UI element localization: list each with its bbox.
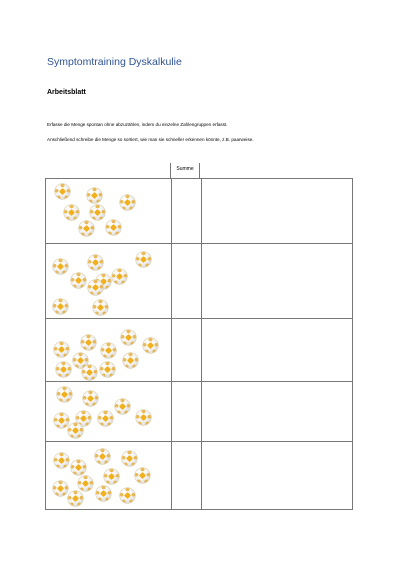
soccer-ball-icon (100, 362, 115, 377)
soccer-ball-icon (93, 300, 108, 315)
worksheet-subtitle: Arbeitsblatt (47, 89, 86, 96)
soccer-ball-icon (143, 338, 158, 353)
soccer-ball-icon (136, 410, 151, 425)
sum-cell[interactable] (171, 381, 201, 441)
table-header-row (45, 163, 353, 178)
soccer-ball-icon (90, 205, 105, 220)
table-grid (45, 178, 353, 510)
soccer-ball-icon (106, 220, 121, 235)
sum-cell[interactable] (171, 243, 201, 318)
answer-cell[interactable] (201, 318, 354, 381)
soccer-ball-icon (115, 399, 130, 414)
soccer-ball-icon (64, 205, 79, 220)
soccer-ball-icon (88, 255, 103, 270)
soccer-ball-icon (54, 413, 69, 428)
soccer-ball-icon (96, 486, 111, 501)
sum-cell[interactable] (171, 441, 201, 510)
soccer-ball-icon (120, 488, 135, 503)
soccer-ball-icon (101, 343, 116, 358)
soccer-ball-icon (88, 280, 103, 295)
soccer-ball-icon (98, 411, 113, 426)
soccer-ball-icon (56, 362, 71, 377)
soccer-ball-icon (135, 468, 150, 483)
sum-cell[interactable] (171, 318, 201, 381)
soccer-ball-icon (104, 469, 119, 484)
soccer-ball-icon (54, 342, 69, 357)
soccer-ball-icon (123, 353, 138, 368)
soccer-ball-icon (120, 195, 135, 210)
soccer-ball-icon (54, 453, 69, 468)
instruction-text-2: Anschließend schreibe die Menge so sortiert, wie man sie schneller erkennen könnte, z.B. paarweise. (47, 137, 254, 142)
soccer-ball-icon (57, 387, 72, 402)
answer-cell[interactable] (201, 243, 354, 318)
soccer-ball-icon (112, 269, 127, 284)
sum-column-header: Summe (170, 163, 200, 178)
soccer-ball-icon (95, 449, 110, 464)
soccer-ball-icon (68, 423, 83, 438)
soccer-ball-icon (53, 481, 68, 496)
soccer-ball-icon (81, 335, 96, 350)
soccer-ball-icon (122, 451, 137, 466)
answer-cell[interactable] (201, 179, 354, 243)
soccer-ball-icon (82, 365, 97, 380)
soccer-ball-icon (87, 188, 102, 203)
soccer-ball-icon (71, 273, 86, 288)
soccer-ball-icon (71, 460, 86, 475)
soccer-ball-icon (83, 391, 98, 406)
soccer-ball-icon (78, 476, 93, 491)
soccer-ball-icon (136, 252, 151, 267)
soccer-ball-icon (55, 184, 70, 199)
soccer-ball-icon (53, 259, 68, 274)
instruction-text-1: Erfasse die Menge spontan ohne abzuzählen, indem du einzelne Zahlengruppen erfasst. (47, 122, 228, 127)
counting-table (45, 163, 353, 510)
answer-cell[interactable] (201, 441, 354, 510)
answer-cell[interactable] (201, 381, 354, 441)
sum-cell[interactable] (171, 179, 201, 243)
soccer-ball-icon (53, 299, 68, 314)
worksheet-title: Symptomtraining Dyskalkulie (47, 56, 182, 68)
soccer-ball-icon (121, 330, 136, 345)
soccer-ball-icon (79, 221, 94, 236)
soccer-ball-icon (68, 491, 83, 506)
